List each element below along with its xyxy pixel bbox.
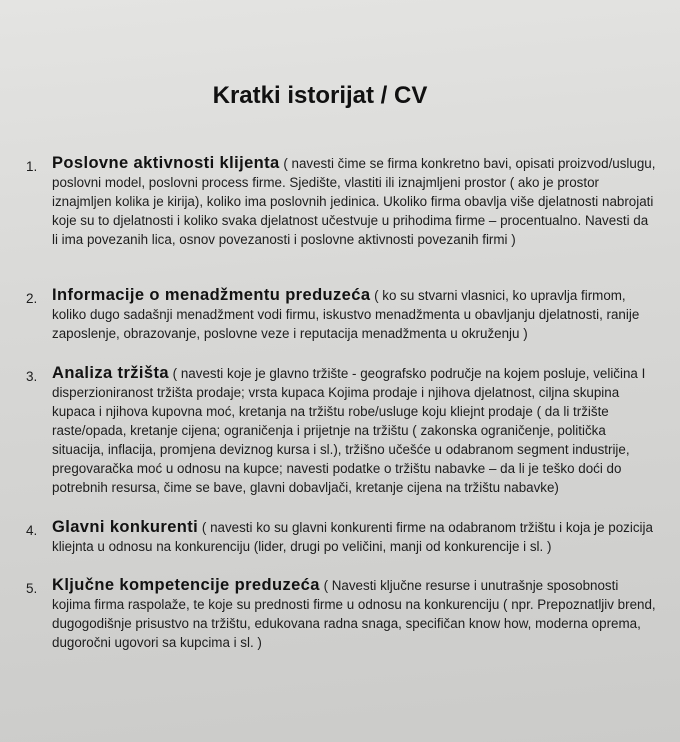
section-number: 4. — [26, 523, 38, 538]
section-heading: Poslovne aktivnosti klijenta — [52, 154, 280, 172]
section-number: 1. — [26, 159, 38, 174]
section-heading: Ključne kompetencije preduzeća — [52, 576, 320, 594]
section-market-analysis — [26, 364, 656, 497]
section-number: 2. — [26, 291, 38, 306]
section-body: ( Navesti ključne resurse i unutrašnje sposobnosti kojima firma raspolaže, te koje su prednosti firme u odnosu na konkurenciju ( npr. Prepoznatljiv brend, dugogodišnje prisustvo na tržištu, edukovana radna snaga, specifičan know how, moderna oprema, dugoročni ugovori sa kupcima i sl. ) — [52, 578, 656, 650]
section-client-activities — [26, 154, 656, 249]
section-body: ( navesti čime se firma konkretno bavi, opisati proizvod/uslugu, poslovni model, poslovni process firme. Sjedište, vlastiti ili iznajmljeni prostor ( ako je prostor iznajmljen kolika je kirija), koliko ima poslovnih jedinica. Ukoliko firma obavlja više djelatnosti nabrojati koje su to djelatnosti i koliko svaka djelatnost učestvuje u prihodima firme – procentualno. Navesti da li ima povezanih lica, osnov povezanosti i poslovne aktivnosti povezanih firmi ) — [52, 156, 656, 247]
section-number: 3. — [26, 369, 38, 384]
section-key-competencies — [26, 576, 656, 652]
section-management-info — [26, 286, 656, 343]
section-heading: Analiza tržišta — [52, 364, 169, 382]
section-main-competitors — [26, 518, 656, 556]
section-body: ( navesti koje je glavno tržište - geografsko područje na kojem posluje, veličina I disperzioniranost tržišta prodaje; vrsta kupaca Kojima prodaje i njihova djelatnost, ciljna skupina kupaca i njihova kupovna moć, kretanja na tržištu robe/usluge koju kliejnt prodaje ( da li tržište raste/opada, kretanje cijena; ograničenja i prijetnje na tržištu ( zakonska ograničenje, politička situacija, inflacija, promjena deviznog kursa i sl.), tržišno učešće u odabranom segment industrije, pregovaračka moć u odnosu na kupce; navesti podatke o tržištu nabavke – da li je teško doći do potrebnih resursa, čime se bave, glavni dobavljači, kretanje cijena na tržištu nabavke) — [52, 366, 646, 495]
section-body: ( ko su stvarni vlasnici, ko upravlja firmom, koliko dugo sadašnji menadžment vodi firmu, iskustvo menadžmenta u obavljanju djelatnosti, ranije zaposlenje, obrazovanje, poslovne veze i reputacija menadžmenta u okruženju ) — [52, 288, 640, 341]
document-title: Kratki istorijat / CV — [212, 82, 428, 109]
section-body: ( navesti ko su glavni konkurenti firme na odabranom tržištu i koja je pozicija kliejnta u odnosu na konkurenciju (lider, drugi po veličini, manji od konkurencije i sl. ) — [52, 520, 653, 554]
section-number: 5. — [26, 581, 38, 596]
section-heading: Informacije o menadžmentu preduzeća — [52, 286, 371, 304]
section-heading: Glavni konkurenti — [52, 518, 199, 536]
